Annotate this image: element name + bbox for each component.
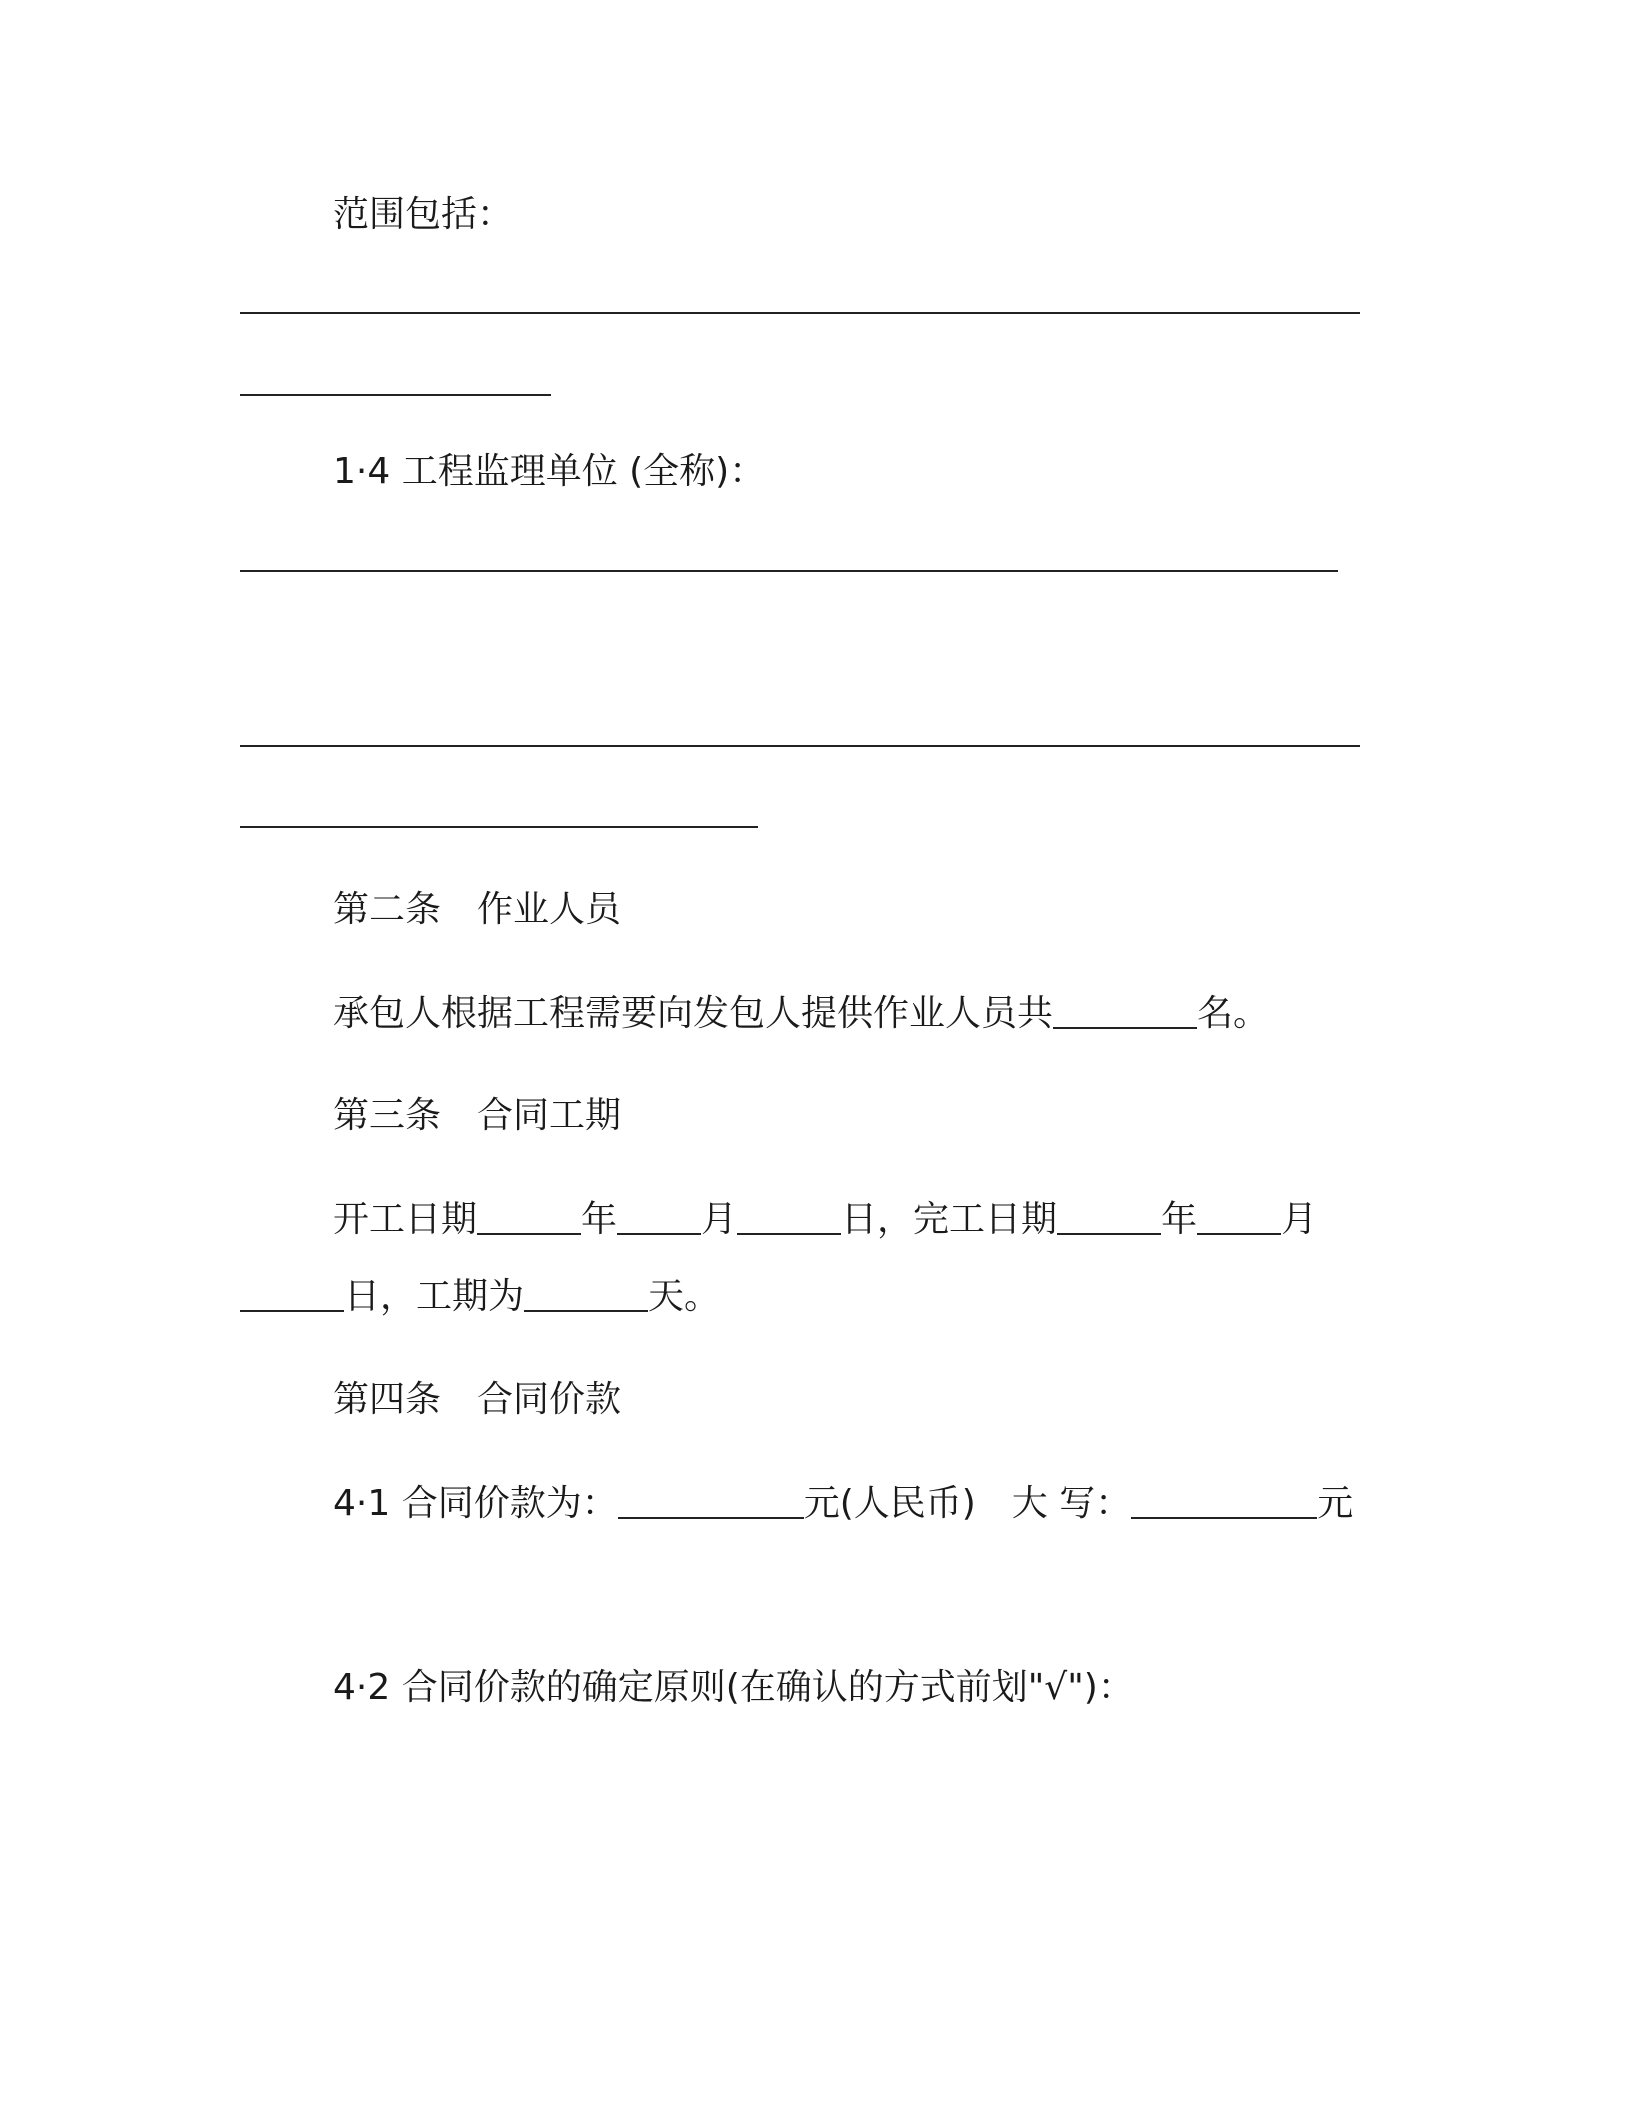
scope-blank-line-2 [240, 394, 551, 396]
supervisor-blank-line-1 [240, 570, 1338, 572]
article-2-text-b: 名。 [1197, 993, 1270, 1034]
duration-label: 日，工期为 [344, 1276, 525, 1317]
price-capital-unit: 元 [1317, 1483, 1354, 1524]
scope-blank-line-1 [240, 312, 1360, 314]
article-2-title: 第二条 作业人员 [333, 889, 622, 930]
start-month-unit: 月 [701, 1199, 738, 1240]
end-month-blank [1197, 1203, 1281, 1235]
price-capital-label: 元(人民币) 大 写： [803, 1483, 1132, 1524]
scope-label: 范围包括： [333, 194, 514, 235]
price-capital-blank [1131, 1487, 1317, 1519]
article-3-dates-line-1 [333, 1198, 1317, 1242]
end-day-blank [240, 1280, 344, 1312]
price-label: 4·1 合同价款为： [333, 1483, 618, 1524]
duration-unit: 天。 [648, 1276, 721, 1317]
start-day-blank [737, 1203, 841, 1235]
article-2-text [333, 992, 1269, 1036]
supervisor-blank-line-2 [240, 745, 1360, 747]
article-4-2: 4·2 合同价款的确定原则(在确认的方式前划"√")： [333, 1667, 1134, 1708]
workers-count-blank [1053, 997, 1197, 1029]
end-year-unit: 年 [1161, 1199, 1198, 1240]
start-year-unit: 年 [581, 1199, 618, 1240]
article-2-text-a: 承包人根据工程需要向发包人提供作业人员共 [333, 993, 1054, 1034]
start-month-blank [617, 1203, 701, 1235]
article-4-1 [333, 1482, 1353, 1526]
article-3-dates-line-2 [240, 1275, 720, 1319]
end-month-unit: 月 [1281, 1199, 1318, 1240]
end-year-blank [1057, 1203, 1161, 1235]
price-amount-blank [618, 1487, 804, 1519]
article-3-title: 第三条 合同工期 [333, 1095, 622, 1136]
start-year-blank [477, 1203, 581, 1235]
supervisor-label: 1·4 工程监理单位 (全称)： [333, 451, 766, 492]
start-date-label: 开工日期 [333, 1199, 478, 1240]
duration-days-blank [524, 1280, 648, 1312]
supervisor-blank-line-3 [240, 826, 758, 828]
article-4-title: 第四条 合同价款 [333, 1379, 622, 1420]
end-date-label: 日，完工日期 [841, 1199, 1058, 1240]
